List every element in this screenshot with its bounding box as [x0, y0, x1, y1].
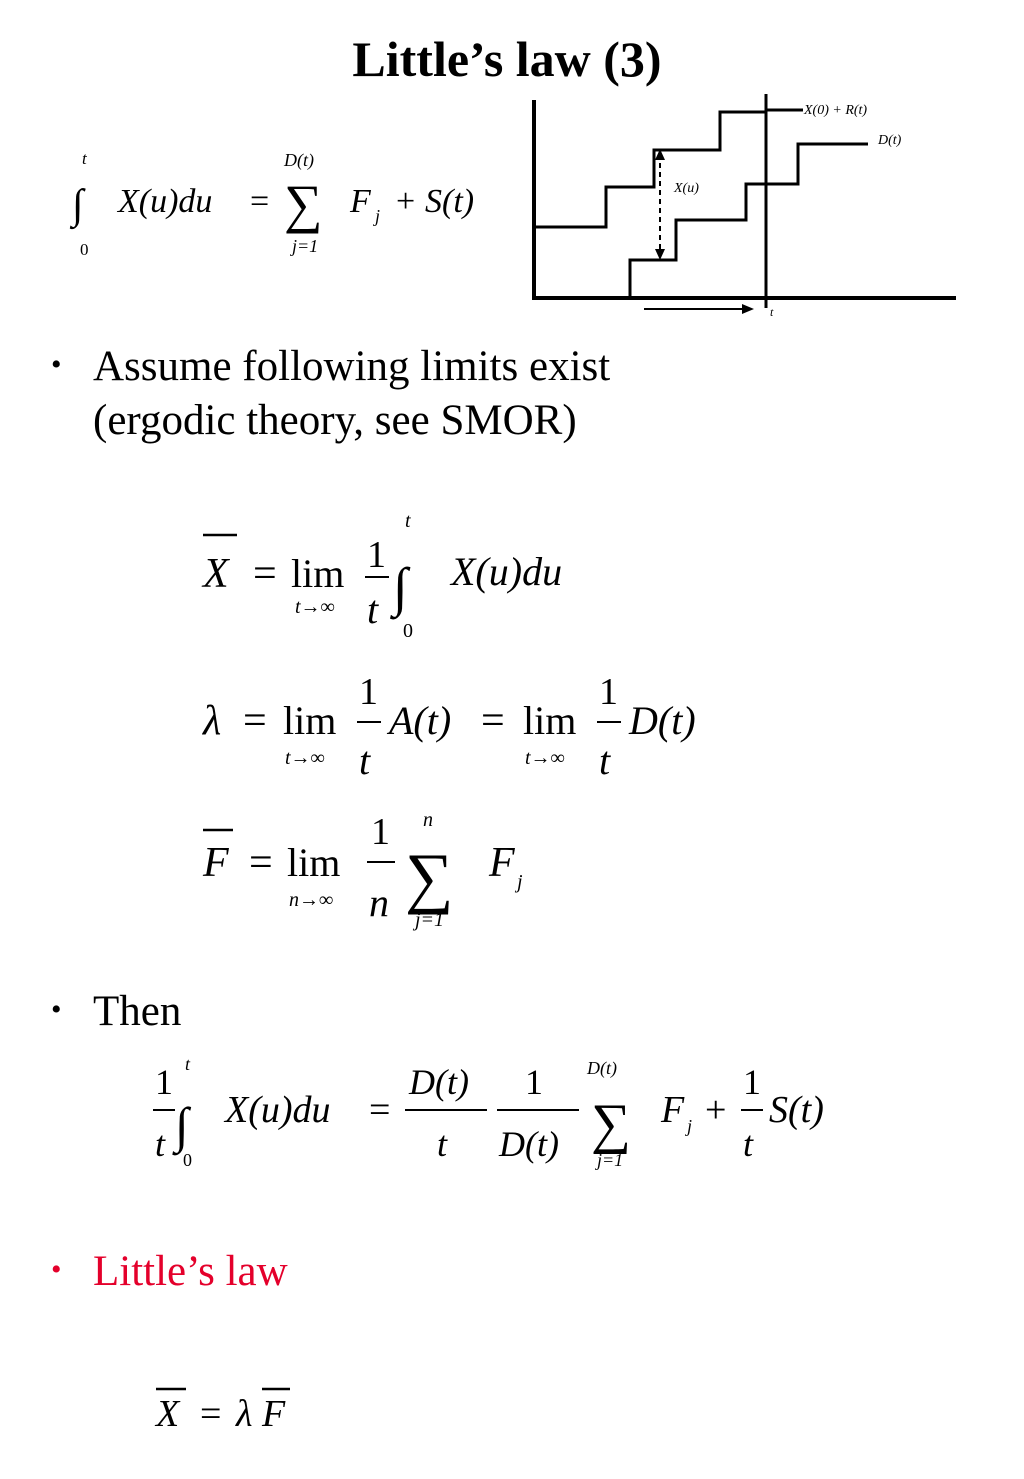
sum-sign: ∑: [405, 839, 454, 915]
lambda: λ: [236, 1393, 253, 1435]
page-title: Little’s law (3): [352, 31, 662, 87]
a-term: A(t): [389, 698, 452, 743]
bullet-assume: [51, 340, 611, 448]
integral-sign: ∫: [175, 1097, 189, 1153]
label-t: t: [770, 305, 774, 319]
bullet-text: Little’s law: [93, 1248, 288, 1295]
frac3-den: t: [743, 1124, 754, 1164]
int-lower: 0: [183, 1150, 192, 1170]
frac3-num: 1: [743, 1062, 761, 1102]
plus: +: [396, 183, 416, 220]
eq-fbar: [195, 800, 595, 940]
sum-upper: n: [423, 809, 433, 831]
integrand: X(u)du: [225, 1089, 331, 1131]
bullet-dot: •: [51, 993, 62, 1026]
equals: =: [253, 551, 277, 597]
bullet-littles-law: [51, 1245, 288, 1299]
lim-sub: t→∞: [285, 747, 325, 769]
plus: +: [705, 1089, 727, 1131]
frac-den: t: [359, 738, 371, 783]
time-arrow-head: [742, 304, 754, 314]
integrand: X(u)du: [118, 183, 213, 220]
lhs: X: [156, 1393, 180, 1435]
bullet-dot: •: [51, 348, 62, 381]
term: F: [661, 1089, 685, 1131]
lim-sub-2: t→∞: [525, 747, 565, 769]
equals: =: [250, 183, 270, 220]
frac-num-2: 1: [599, 671, 618, 713]
lim: lim: [287, 840, 341, 885]
bullet-text: Then: [93, 988, 182, 1035]
lhs: F: [203, 840, 229, 886]
term: F: [489, 840, 515, 886]
int-upper: t: [405, 510, 411, 532]
lim-2: lim: [523, 698, 577, 743]
lim: lim: [283, 698, 337, 743]
label-arrivals: X(0) + R(t): [804, 103, 868, 118]
frac-num: 1: [155, 1062, 173, 1102]
frac-num: 1: [367, 534, 386, 576]
arrow-head-down: [655, 249, 665, 260]
bullet-text-line1: Assume following limits exist: [93, 343, 611, 390]
sum-sign: ∑: [284, 174, 323, 234]
rest: S(t): [425, 183, 475, 220]
integrand: X(u)du: [451, 549, 563, 594]
eq-xbar: [195, 505, 635, 650]
eq-little: [150, 1380, 330, 1440]
top-formula: [60, 140, 510, 270]
frac2-den: D(t): [499, 1124, 559, 1164]
sum-lower: j=1: [292, 236, 319, 256]
term: F: [350, 183, 371, 220]
bullet-dot: •: [51, 1253, 62, 1286]
equals: =: [249, 840, 273, 886]
integral-sign: ∫: [393, 557, 408, 617]
integral-sign: ∫: [72, 182, 84, 228]
lim-sub: n→∞: [289, 889, 334, 911]
sum-lower: j=1: [415, 909, 445, 931]
d-term: D(t): [629, 698, 696, 743]
departure-curve: [630, 144, 868, 299]
rest: S(t): [769, 1089, 824, 1131]
queue-diagram: [520, 92, 970, 327]
bullet-then: [51, 985, 182, 1039]
equals: =: [369, 1089, 391, 1131]
rhs: F: [262, 1393, 286, 1435]
bullet-text-line2: (ergodic theory, see SMOR): [93, 397, 577, 444]
label-departures: D(t): [878, 133, 902, 148]
lim: lim: [291, 551, 345, 596]
term-sub: j: [687, 1116, 693, 1136]
sum-upper: D(t): [587, 1058, 617, 1078]
frac-den-2: t: [599, 738, 611, 783]
equals: =: [200, 1393, 222, 1435]
lhs: X: [203, 551, 229, 597]
sum-sign: ∑: [591, 1093, 631, 1155]
int-upper: t: [185, 1054, 191, 1074]
sum-lower: j=1: [597, 1150, 624, 1170]
lim-sub: t→∞: [295, 596, 335, 618]
term-sub: j: [517, 871, 523, 893]
label-xu: X(u): [674, 181, 699, 196]
frac-den: t: [367, 587, 379, 632]
frac1-num: D(t): [409, 1062, 469, 1102]
frac-num: 1: [359, 671, 378, 713]
frac1-den: t: [437, 1124, 448, 1164]
frac2-num: 1: [525, 1062, 543, 1102]
frac-num: 1: [371, 811, 390, 853]
sum-upper: D(t): [284, 150, 314, 170]
int-upper: t: [82, 149, 87, 168]
equals-2: =: [481, 698, 505, 744]
eq-lambda: [195, 660, 735, 790]
eq-then: [145, 1050, 865, 1180]
int-lower: 0: [403, 620, 413, 642]
term-sub: j: [375, 206, 381, 226]
int-lower: 0: [80, 240, 89, 259]
lhs: λ: [203, 698, 222, 744]
arrival-curve: [534, 110, 803, 227]
frac-den: t: [155, 1124, 166, 1164]
equals: =: [243, 698, 267, 744]
frac-den: n: [369, 880, 389, 925]
